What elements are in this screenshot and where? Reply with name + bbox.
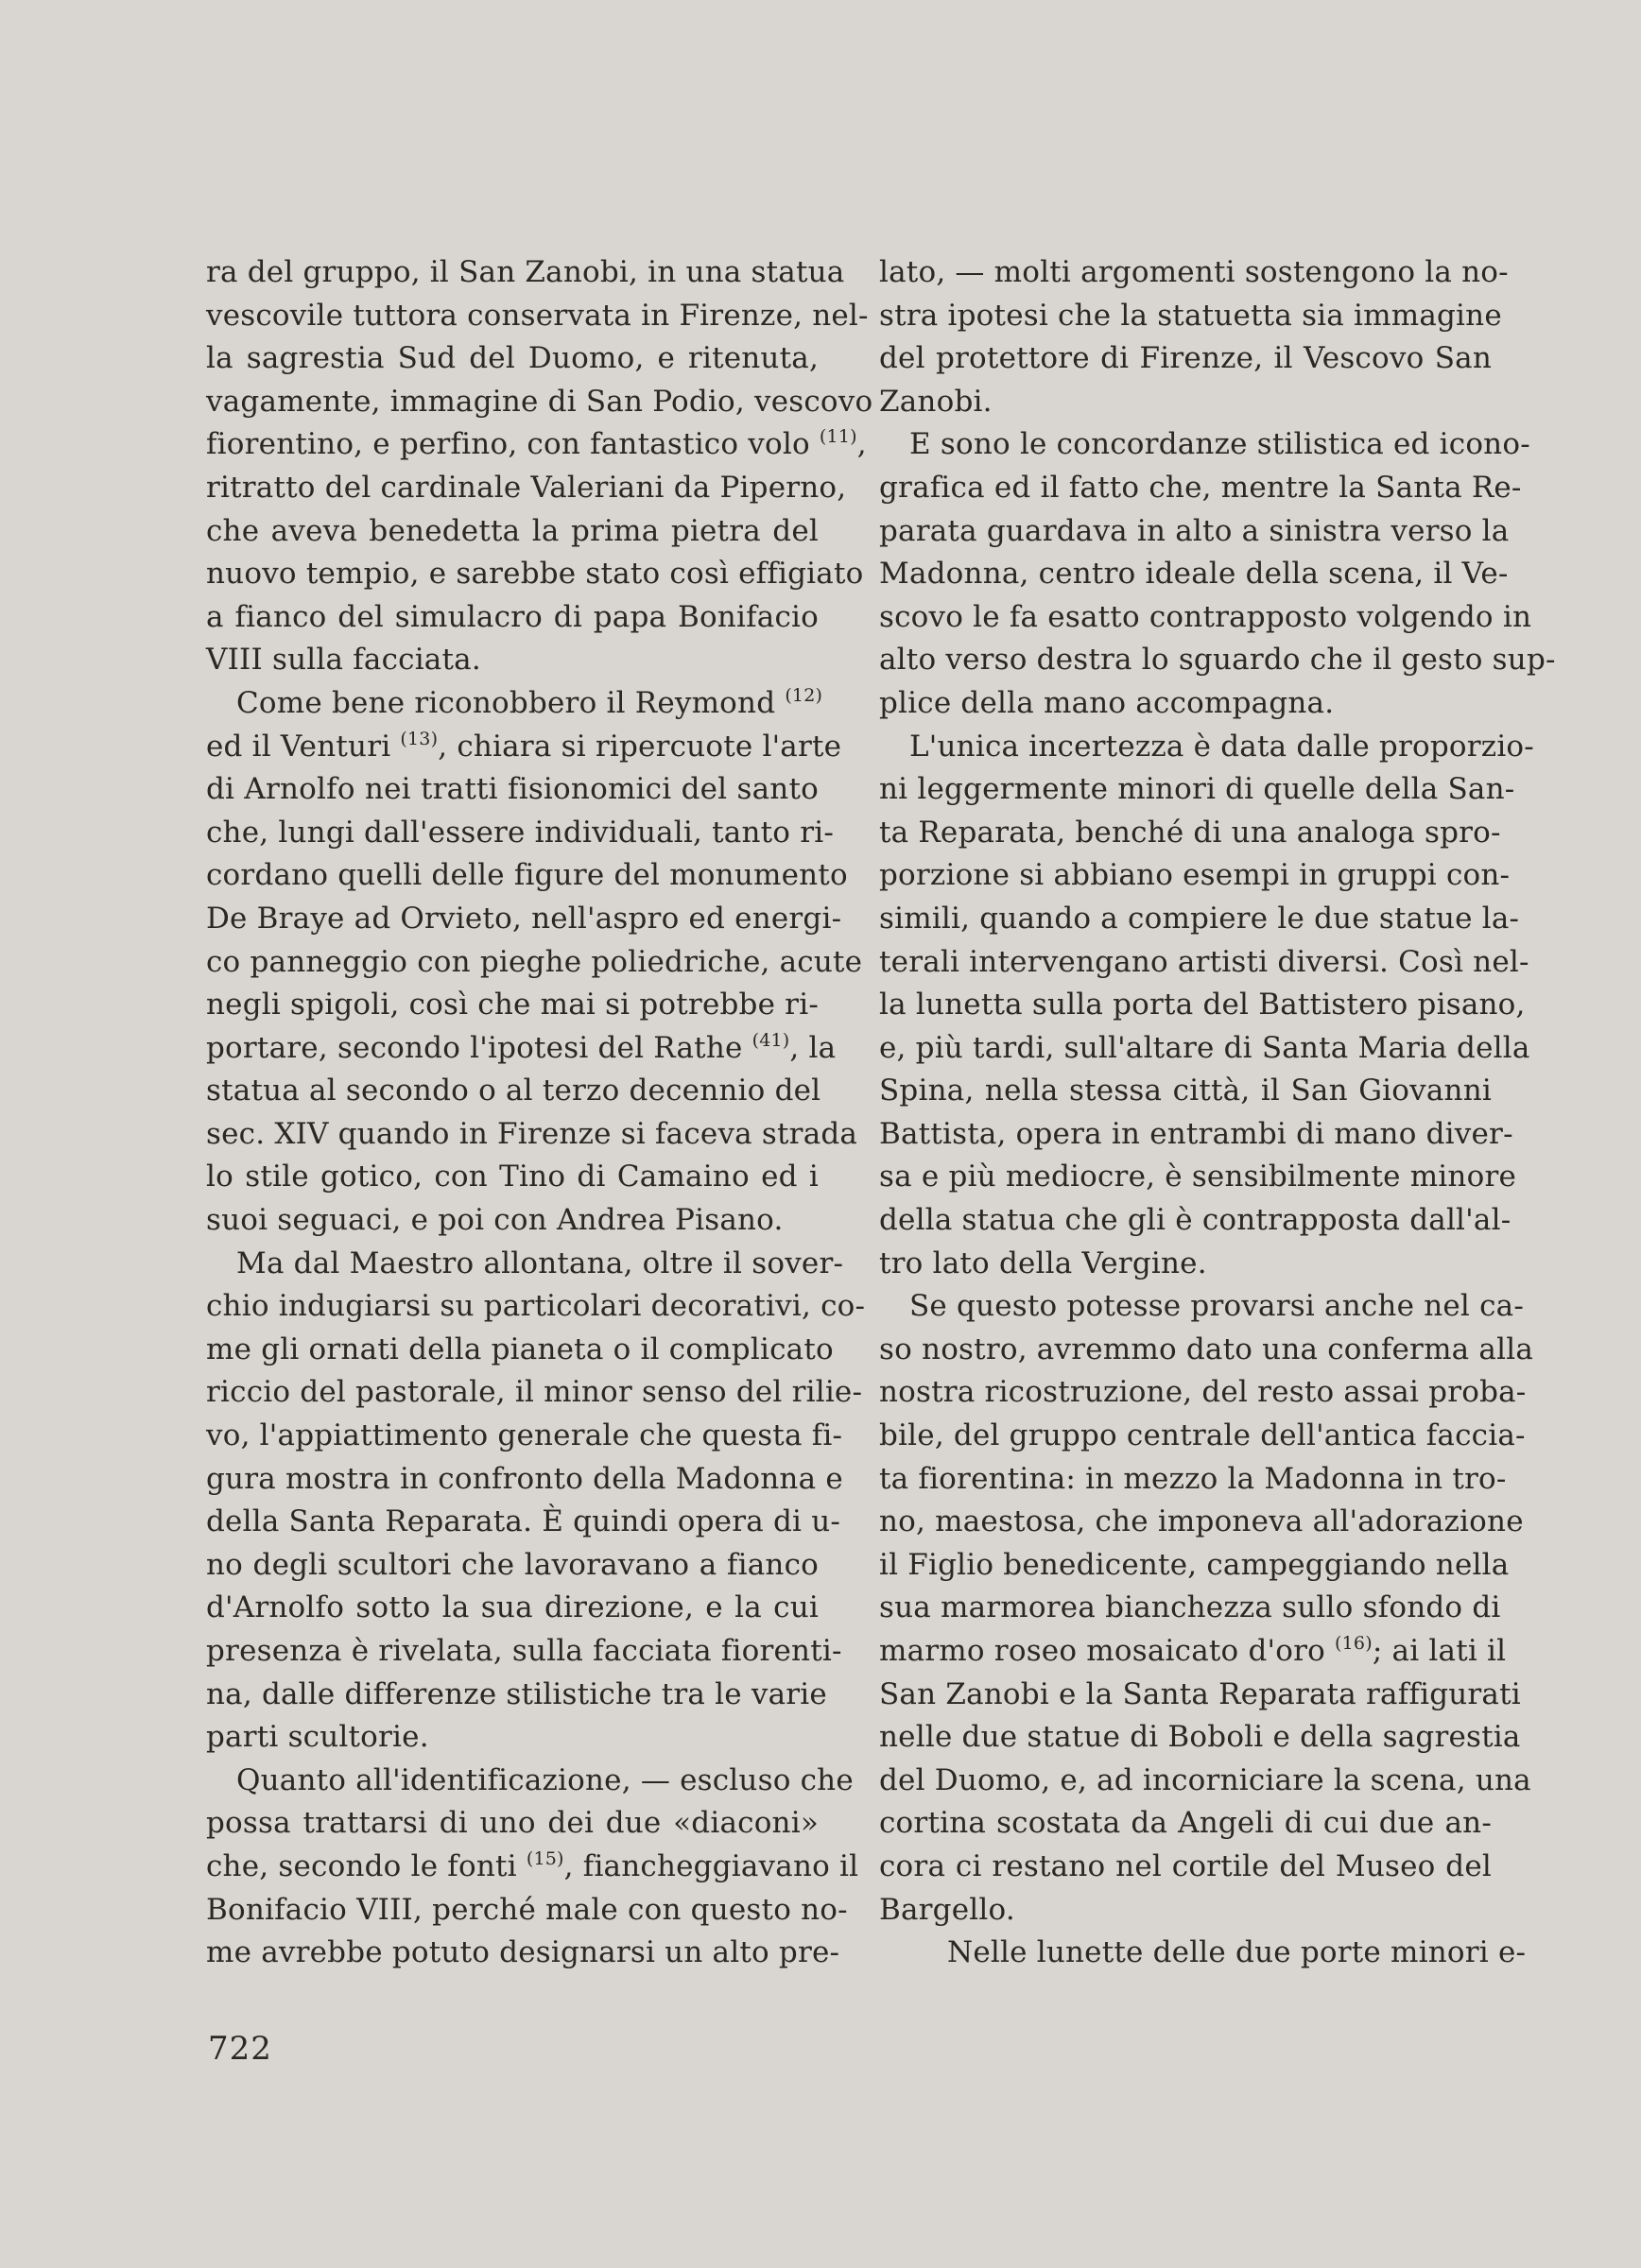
text-line: no, maestosa, che imponeva all'adorazione [879,1504,1524,1539]
text-line: la lunetta sulla porta del Battistero pisano, [879,988,1526,1022]
text-line: simili, quando a compiere le due statue la- [879,901,1520,936]
text-line: che, secondo le fonti $^{(15)}$, fiancheggiavano il [206,1847,859,1883]
text-line: cordano quelli delle figure del monumento [206,858,848,893]
text-line: portare, secondo l'ipotesi del Rathe $^{(41)}$, la [206,1029,837,1065]
text-line: parti scultorie. [206,1720,429,1755]
text-line: sa e più mediocre, è sensibilmente minore [879,1160,1517,1194]
text-line: ritratto del cardinale Valeriani da Piperno, [206,470,847,505]
text-line: vagamente, immagine di San Podio, vescovo [206,384,873,419]
text-line: plice della mano accompagna. [879,685,1335,720]
text-line: lo stile gotico, con Tino di Camaino ed i [206,1160,819,1194]
text-line: Come bene riconobbero il Reymond $^{(12)}$ [236,684,823,720]
text-line: na, dalle differenze stilistiche tra le varie [206,1676,827,1711]
text-line: Quanto all'identificazione, — escluso che [236,1762,854,1797]
text-line: Nelle lunette delle due porte minori e- [947,1935,1527,1970]
text-line: nostra ricostruzione, del resto assai proba- [879,1375,1527,1410]
text-line: scovo le fa esatto contrapposto volgendo in [879,599,1532,634]
text-line: terali intervengano artisti diversi. Così nel- [879,944,1529,979]
text-line: statua al secondo o al terzo decennio del [206,1074,821,1108]
text-line: grafica ed il fatto che, mentre la Santa Re- [879,470,1522,505]
text-line: L'unica incertezza è data dalle proporzio- [909,729,1534,764]
text-line: Bonifacio VIII, perché male con questo no- [206,1892,848,1927]
text-line: ra del gruppo, il San Zanobi, in una statua [206,255,845,289]
text-line: della statua che gli è contrapposta dall'al- [879,1203,1511,1238]
footnote-ref: (12) [785,684,823,706]
text-line: ta fiorentina: in mezzo la Madonna in tro- [879,1461,1507,1496]
text-line: Battista, opera in entrambi di mano diver- [879,1116,1513,1151]
text-line: me avrebbe potuto designarsi un alto pre- [206,1935,840,1970]
text-line: nuovo tempio, e sarebbe stato così effigiato [206,557,864,592]
text-line: Spina, nella stessa città, il San Giovanni [879,1074,1492,1108]
text-line: che aveva benedetta la prima pietra del [206,513,819,548]
footnote-ref: (41) [751,1029,790,1051]
text-line: a fianco del simulacro di papa Bonifacio [206,599,819,634]
text-line: De Braye ad Orvieto, nell'aspro ed energi- [206,901,842,936]
left-column [206,251,873,1975]
text-line: co panneggio con pieghe poliedriche, acute [206,944,863,979]
text-line: del protettore di Firenze, il Vescovo San [879,341,1492,376]
text-line: parata guardava in alto a sinistra verso la [879,513,1510,548]
text-line: porzione si abbiano esempi in gruppi con- [879,858,1511,893]
text-line: presenza è rivelata, sulla facciata fiorenti- [206,1634,842,1668]
text-line: cora ci restano nel cortile del Museo del [879,1848,1492,1883]
text-line: alto verso destra lo sguardo che il gesto sup- [879,643,1556,678]
text-line: la sagrestia Sud del Duomo, e ritenuta, [206,341,819,376]
text-line: ta Reparata, benché di una analoga spro- [879,815,1501,850]
page-number: 722 [208,2030,272,2068]
text-line: gura mostra in confronto della Madonna e [206,1461,843,1496]
text-line: bile, del gruppo centrale dell'antica faccia- [879,1418,1526,1453]
footnote-ref: (16) [1335,1633,1373,1654]
text-line: so nostro, avremmo dato una conferma alla [879,1332,1534,1366]
text-line: no degli scultori che lavoravano a fianco [206,1547,819,1582]
footnote-ref: (11) [819,426,857,448]
text-line: di Arnolfo nei tratti fisionomici del santo [206,772,819,807]
text-line: il Figlio benedicente, campeggiando nella [879,1547,1510,1582]
footnote-ref: (15) [526,1847,564,1869]
text-line: lato, — molti argomenti sostengono la no- [879,255,1509,289]
text-line: sec. XIV quando in Firenze si faceva strada [206,1116,858,1151]
text-line: sua marmorea bianchezza sullo sfondo di [879,1590,1501,1625]
text-line: marmo roseo mosaicato d'oro $^{(16)}$; ai lati il [879,1633,1507,1668]
text-line: San Zanobi e la Santa Reparata raffigurati [879,1676,1521,1711]
text-line: della Santa Reparata. È quindi opera di u- [206,1504,841,1539]
footnote-ref: (13) [400,728,439,749]
text-line: del Duomo, e, ad incorniciare la scena, una [879,1762,1531,1797]
text-line: vescovile tuttora conservata in Firenze, nel- [206,298,869,333]
text-line: ed il Venturi $^{(13)}$, chiara si ripercuote l'arte [206,728,842,764]
text-line: d'Arnolfo sotto la sua direzione, e la cui [206,1590,819,1625]
text-line: tro lato della Vergine. [879,1246,1207,1280]
text-line: che, lungi dall'essere individuali, tanto ri- [206,815,835,850]
text-line: stra ipotesi che la statuetta sia immagine [879,298,1502,333]
text-line: Madonna, centro ideale della scena, il Ve- [879,557,1509,592]
text-line: Ma dal Maestro allontana, oltre il sover- [236,1246,844,1280]
text-line: riccio del pastorale, il minor senso del rilie- [206,1375,863,1410]
text-line: E sono le concordanze stilistica ed icono- [909,427,1530,462]
text-line: possa trattarsi di uno dei due «diaconi» [206,1806,819,1841]
text-line: nelle due statue di Boboli e della sagrestia [879,1720,1521,1755]
text-line: fiorentino, e perfino, con fantastico volo $^{(11)}$, [206,426,867,462]
text-line: VIII sulla facciata. [206,643,481,678]
text-line: Bargello. [879,1892,1015,1927]
right-column [879,251,1556,1975]
text-line: cortina scostata da Angeli di cui due an- [879,1806,1492,1841]
text-line: me gli ornati della pianeta o il complicato [206,1332,834,1366]
text-line: suoi seguaci, e poi con Andrea Pisano. [206,1203,784,1238]
text-line: chio indugiarsi su particolari decorativi, co- [206,1289,866,1324]
text-line: Se questo potesse provarsi anche nel ca- [909,1289,1524,1324]
text-line: e, più tardi, sull'altare di Santa Maria della [879,1030,1530,1065]
text-line: ni leggermente minori di quelle della San- [879,772,1515,807]
text-line: Zanobi. [879,384,993,419]
text-line: vo, l'appiattimento generale che questa fi- [206,1418,843,1453]
text-line: negli spigoli, così che mai si potrebbe ri- [206,988,819,1022]
